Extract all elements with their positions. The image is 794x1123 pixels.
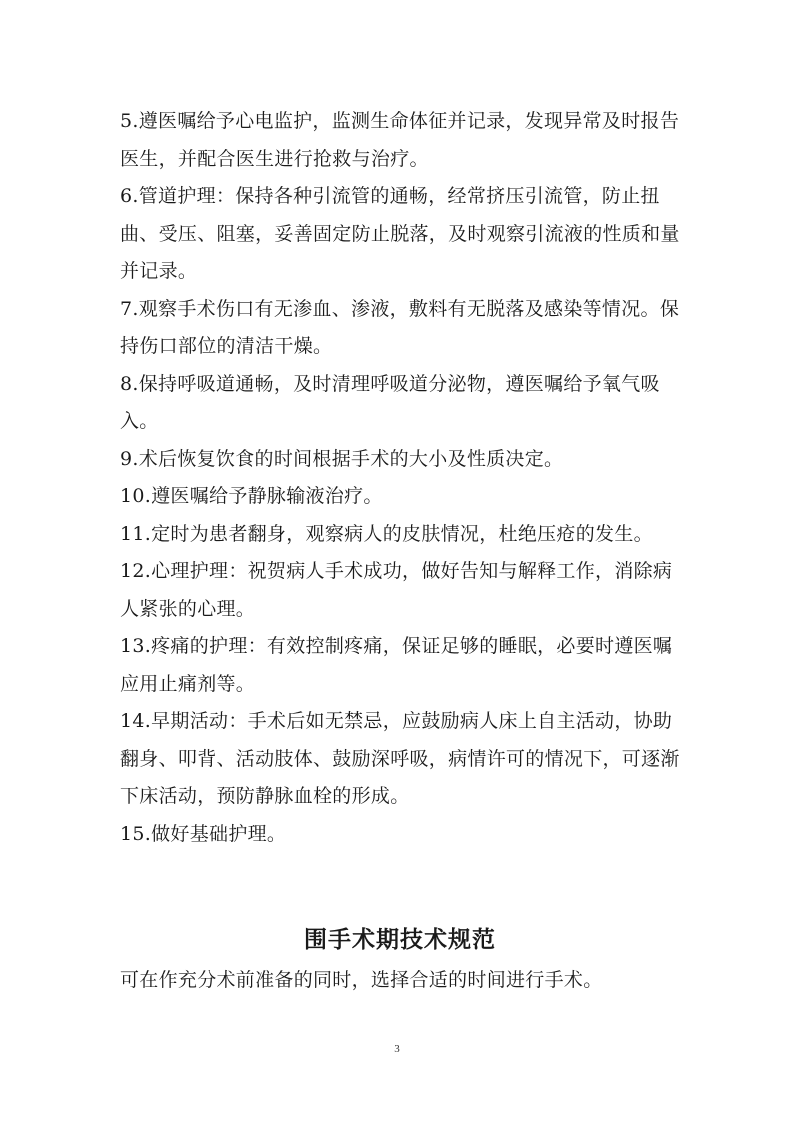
list-item: 9.术后恢复饮食的时间根据手术的大小及性质决定。 [120, 447, 564, 470]
page-number: 3 [394, 1043, 400, 1055]
list-item: 11.定时为患者翻身，观察病人的皮肤情况，杜绝压疮的发生。 [120, 522, 653, 545]
nursing-list [120, 103, 680, 853]
list-item: 10.遵医嘱给予静脉输液治疗。 [120, 485, 383, 507]
list-item: 12.心理护理：祝贺病人手术成功，做好告知与解释工作，消除病人紧张的心理。 [120, 560, 673, 620]
section-title: 围手术期技术规范 [304, 926, 496, 953]
list-item: 6.管道护理：保持各种引流管的通畅，经常挤压引流管，防止扭曲、受压、阻塞，妥善固定防止脱落，及时观察引流液的性质和量并记录。 [120, 185, 680, 282]
list-item: 14.早期活动：手术后如无禁忌，应鼓励病人床上自主活动，协助翻身、叩背、活动肢体、鼓励深呼吸，病情许可的情况下，可逐渐下床活动，预防静脉血栓的形成。 [120, 710, 680, 807]
list-item: 5.遵医嘱给予心电监护，监测生命体征并记录，发现异常及时报告医生，并配合医生进行抢救与治疗。 [120, 110, 680, 170]
list-item: 13.疼痛的护理：有效控制疼痛，保证足够的睡眠，必要时遵医嘱应用止痛剂等。 [120, 635, 673, 695]
list-item: 8.保持呼吸道通畅，及时清理呼吸道分泌物，遵医嘱给予氧气吸入。 [120, 372, 660, 432]
list-item: 7.观察手术伤口有无渗血、渗液，敷料有无脱落及感染等情况。保持伤口部位的清洁干燥。 [120, 297, 680, 357]
list-item: 15.做好基础护理。 [120, 822, 287, 845]
section-text: 可在作充分术前准备的同时，选择合适的时间进行手术。 [120, 969, 603, 991]
